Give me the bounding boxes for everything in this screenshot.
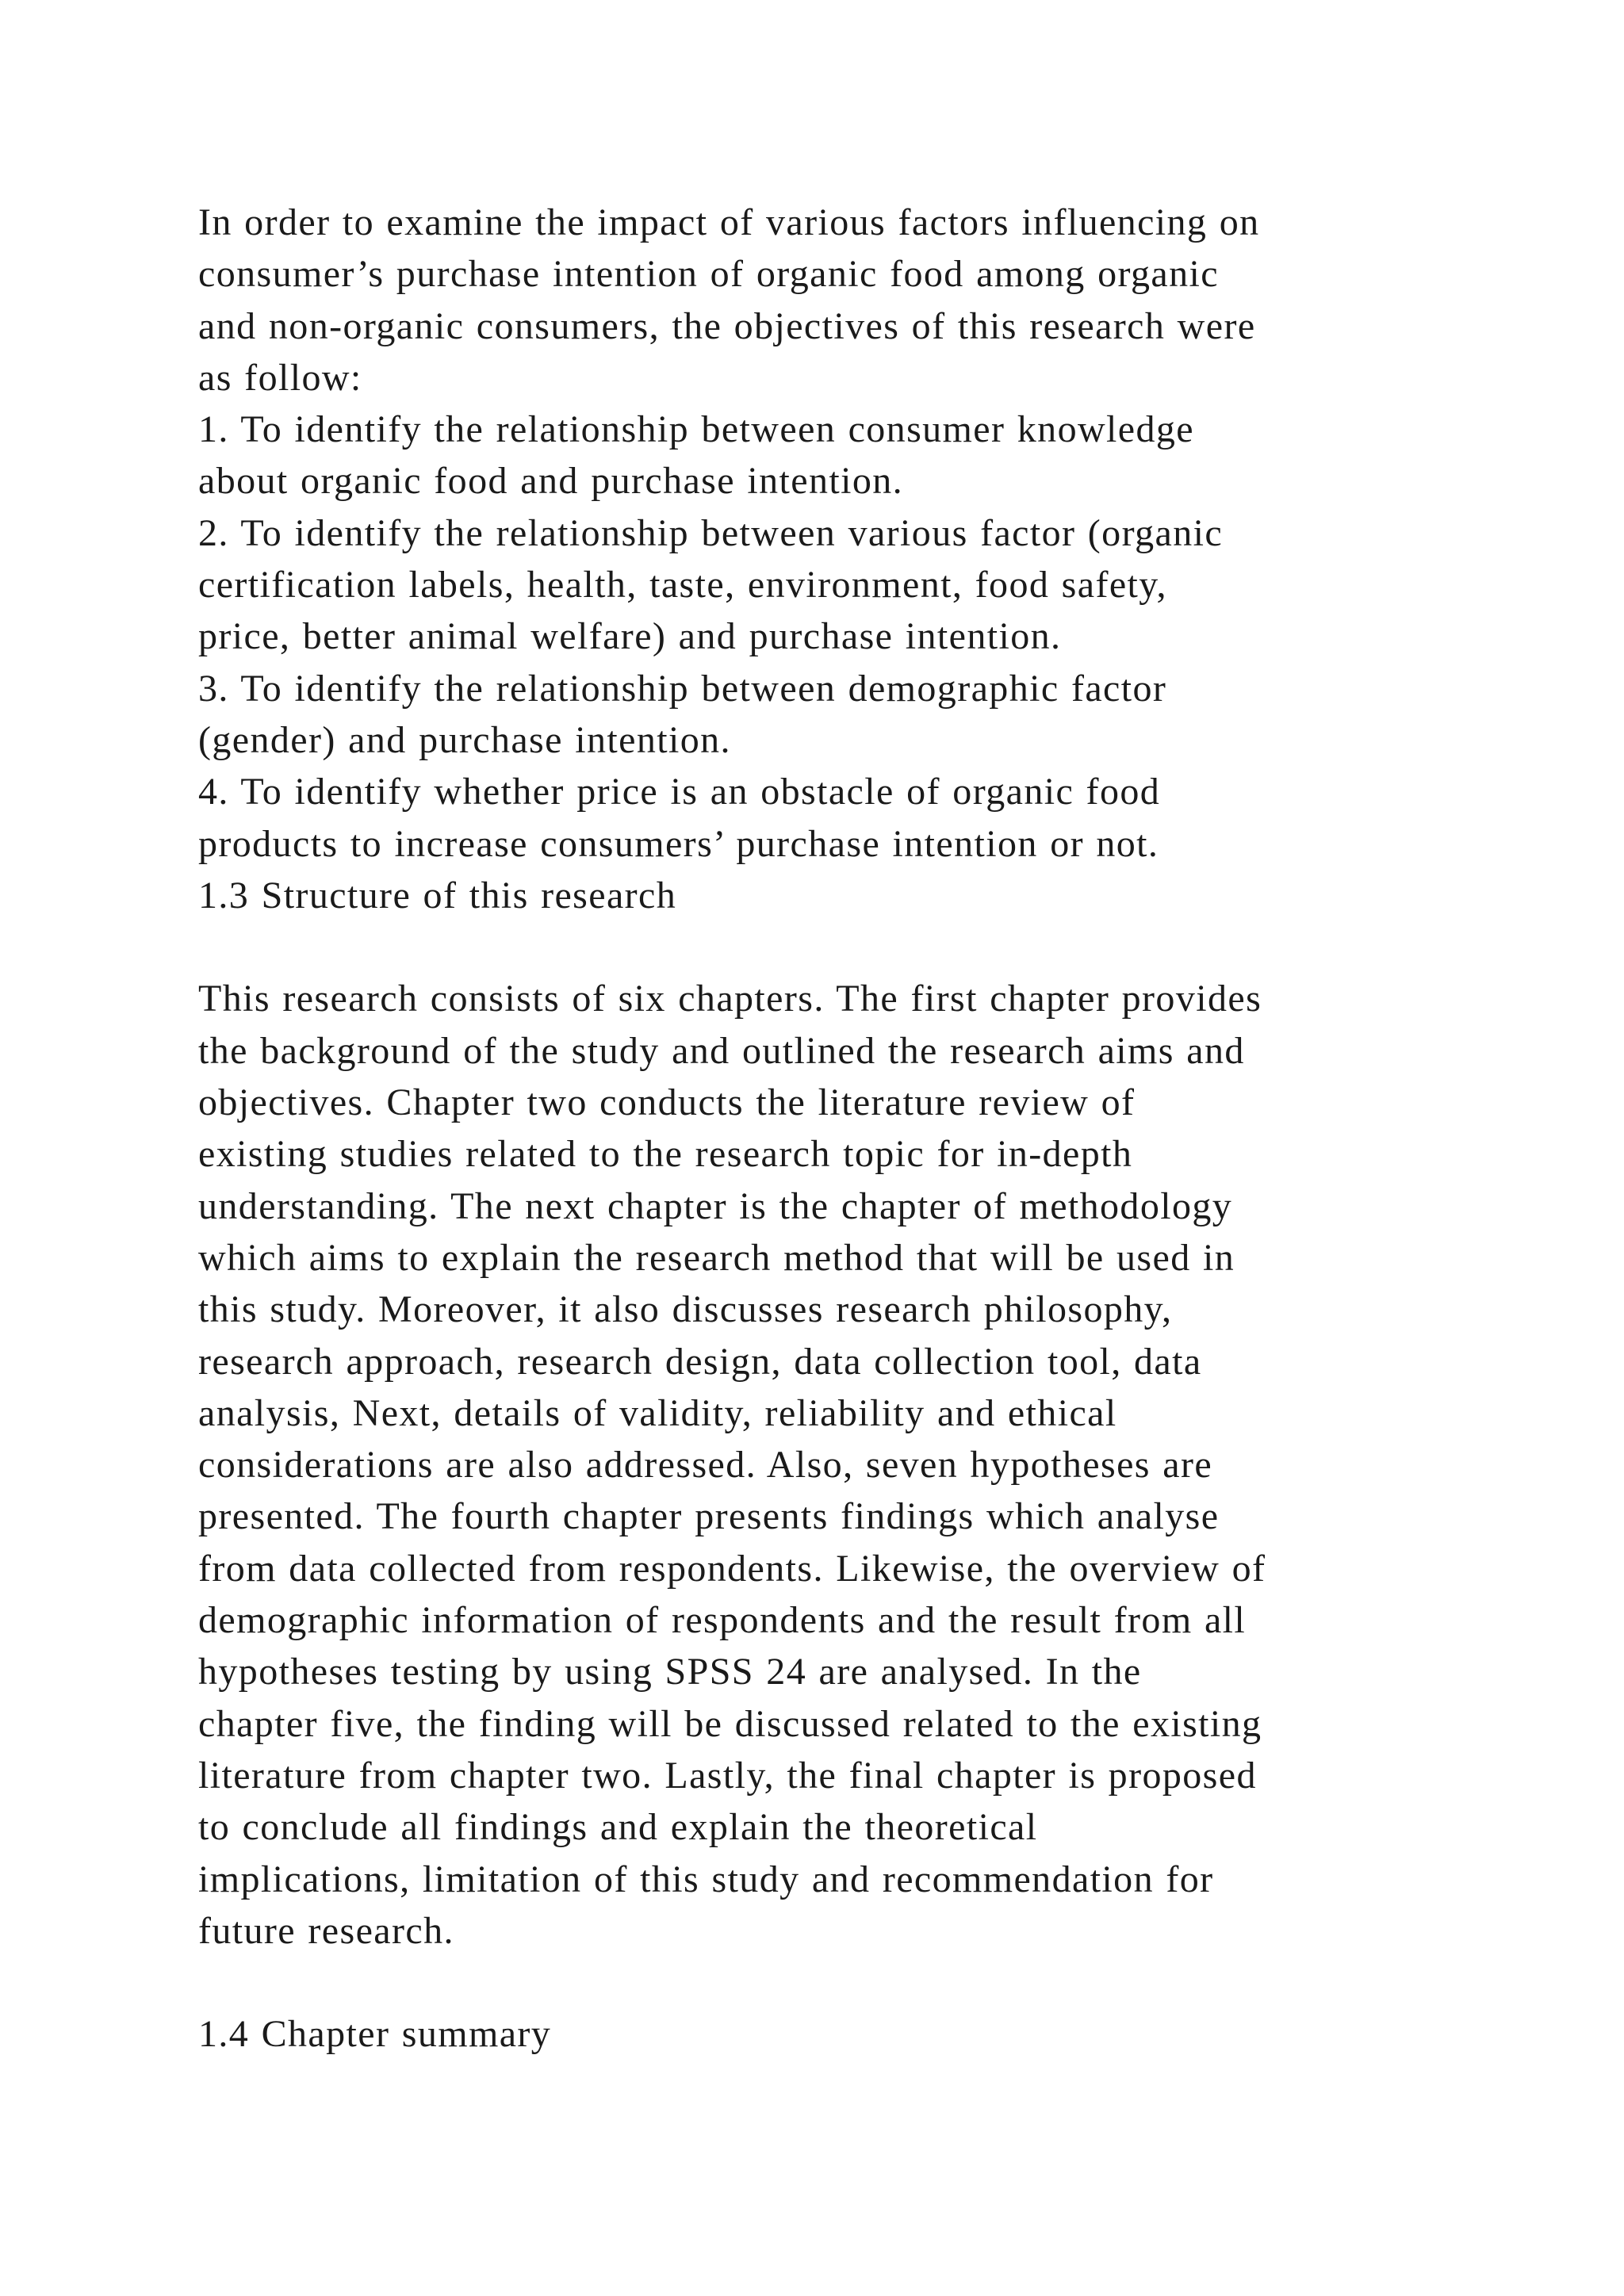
blank-line — [198, 1957, 1499, 2008]
text-line: future research. — [198, 1909, 454, 1952]
text-line: hypotheses testing by using SPSS 24 are analysed. In the — [198, 1651, 1142, 1693]
text-line: understanding. The next chapter is the chapter of methodology — [198, 1184, 1233, 1227]
text-line: 4. To identify whether price is an obstacle of organic food — [198, 771, 1161, 813]
text-line: implications, limitation of this study and recommendation for — [198, 1858, 1214, 1900]
text-line: literature from chapter two. Lastly, the final chapter is proposed — [198, 1754, 1257, 1797]
section-heading-structure: 1.3 Structure of this research — [198, 874, 677, 916]
text-line: This research consists of six chapters. The first chapter provides — [198, 978, 1262, 1020]
document-body — [198, 197, 1499, 2061]
text-line: objectives. Chapter two conducts the literature review of — [198, 1081, 1136, 1124]
text-line: to conclude all findings and explain the theoretical — [198, 1806, 1038, 1849]
text-line: analysis, Next, details of validity, reliability and ethical — [198, 1391, 1117, 1434]
text-line: In order to examine the impact of various factors influencing on — [198, 201, 1260, 243]
intro-paragraph — [198, 197, 1499, 404]
text-line: from data collected from respondents. Likewise, the overview of — [198, 1547, 1266, 1590]
objective-item-3 — [198, 663, 1499, 767]
structure-paragraph — [198, 973, 1499, 1957]
text-line: research approach, research design, data collection tool, data — [198, 1340, 1202, 1383]
text-line: this study. Moreover, it also discusses research philosophy, — [198, 1288, 1173, 1331]
text-line: (gender) and purchase intention. — [198, 718, 731, 761]
text-line: existing studies related to the research topic for in-depth — [198, 1133, 1133, 1176]
section-heading-summary: 1.4 Chapter summary — [198, 2013, 552, 2056]
text-line: the background of the study and outlined the research aims and — [198, 1029, 1245, 1072]
text-line: products to increase consumers’ purchase intention or not. — [198, 822, 1159, 865]
text-line: consumer’s purchase intention of organic food among organic — [198, 253, 1219, 296]
text-line: which aims to explain the research method that will be used in — [198, 1236, 1235, 1279]
objective-item-1 — [198, 404, 1499, 507]
objective-item-4 — [198, 766, 1499, 870]
text-line: as follow: — [198, 356, 362, 399]
text-line: considerations are also addressed. Also, seven hypotheses are — [198, 1444, 1213, 1487]
objective-item-2 — [198, 507, 1499, 663]
text-line: 3. To identify the relationship between demographic factor — [198, 667, 1167, 710]
text-line: and non-organic consumers, the objectives of this research were — [198, 304, 1256, 347]
text-line: certification labels, health, taste, environment, food safety, — [198, 564, 1167, 607]
text-line: price, better animal welfare) and purchase intention. — [198, 615, 1062, 658]
text-line: presented. The fourth chapter presents findings which analyse — [198, 1495, 1220, 1538]
objectives-list — [198, 404, 1499, 870]
text-line: chapter five, the finding will be discussed related to the existing — [198, 1702, 1262, 1745]
blank-line — [198, 921, 1499, 973]
text-line: 1. To identify the relationship between consumer knowledge — [198, 408, 1194, 451]
text-line: about organic food and purchase intention. — [198, 460, 904, 503]
text-line: demographic information of respondents and the result from all — [198, 1599, 1247, 1642]
text-line: 2. To identify the relationship between various factor (organic — [198, 511, 1224, 554]
